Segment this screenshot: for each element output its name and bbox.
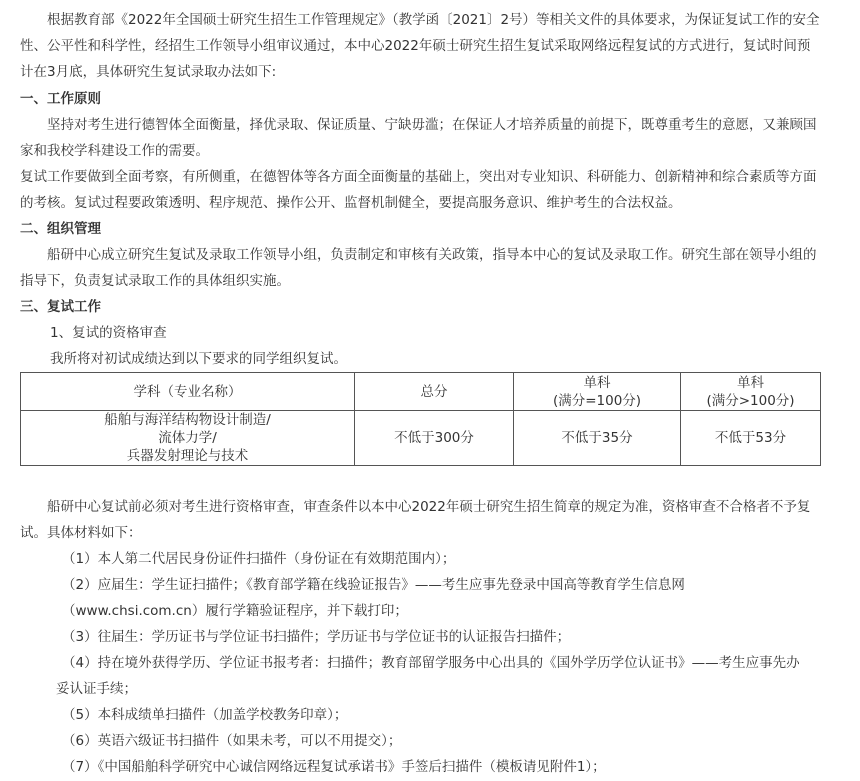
header-single-over-100-line2: (满分>100分) — [706, 392, 795, 409]
header-single-100-line1: 单科 — [583, 374, 611, 391]
subject-line-3: 兵器发射理论与技术 — [126, 448, 249, 464]
cell-total: 不低于300分 — [355, 411, 514, 466]
header-subject: 学科（专业名称） — [21, 373, 355, 411]
list-item: （2）应届生：学生证扫描件；《教育部学籍在线验证报告》——考生应事先登录中国高等教育学生信息网 — [62, 577, 685, 593]
list-item: （4）持在境外获得学历、学位证书报考者：扫描件；教育部留学服务中心出具的《国外学历学位认证书》——考生应事先办 — [62, 655, 800, 671]
list-item: （7）《中国船舶科学研究中心诚信网络远程复试承诺书》手签后扫描件（模板请见附件1）； — [62, 759, 606, 775]
header-single-over-100 — [681, 373, 821, 411]
cell-single-over-100: 不低于53分 — [681, 411, 821, 466]
table-row — [21, 411, 821, 466]
header-single-100 — [514, 373, 681, 411]
section-heading-organization: 二、组织管理 — [20, 221, 101, 237]
section-heading-retest: 三、复试工作 — [20, 299, 101, 315]
cell-single-100: 不低于35分 — [514, 411, 681, 466]
score-requirements-table — [20, 372, 821, 466]
principles-paragraph-2: 复试工作要做到全面考察，有所侧重，在德智体等各方面全面衡量的基础上，突出对专业知识、科研能力、创新精神和综合素质等方面的考核。复试过程要政策透明、程序规范、操作公开、监督机制健全，要提高服务意识、维护考生的合法权益。 — [20, 169, 817, 211]
list-item: （1）本人第二代居民身份证件扫描件（身份证在有效期范围内）； — [62, 551, 456, 567]
review-paragraph: 船研中心复试前必须对考生进行资格审查，审查条件以本中心2022年硕士研究生招生简章的规定为准，资格审查不合格者不予复试。具体材料如下： — [20, 499, 811, 541]
list-item-continuation: 妥认证手续； — [56, 681, 137, 697]
list-item: （3）往届生：学历证书与学位证书扫描件；学历证书与学位证书的认证报告扫描件； — [62, 629, 571, 645]
organization-paragraph: 船研中心成立研究生复试及录取工作领导小组，负责制定和审核有关政策，指导本中心的复试及录取工作。研究生部在领导小组的指导下，负责复试录取工作的具体组织实施。 — [20, 247, 817, 289]
subject-line-2: 流体力学/ — [158, 430, 217, 446]
subheading-qualification: 1、复试的资格审查 — [50, 325, 167, 341]
subject-line-1: 船舶与海洋结构物设计制造/ — [104, 412, 271, 428]
list-item: （6）英语六级证书扫描件（如果未考，可以不用提交）； — [62, 733, 402, 749]
intro-paragraph: 根据教育部《2022年全国硕士研究生招生工作管理规定》（教学函〔2021〕2号）等相关文件的具体要求，为保证复试工作的安全性、公平性和科学性，经招生工作领导小组审议通过，本中心2022年硕士研究生招生复试采取网络远程复试的方式进行，复试时间预计在3月底，具体研究生复试录取办法如下: — [20, 12, 820, 80]
section-heading-principles: 一、工作原则 — [20, 91, 101, 107]
list-item: （www.chsi.com.cn）履行学籍验证程序，并下载打印； — [62, 603, 408, 619]
list-item: （5）本科成绩单扫描件（加盖学校教务印章）； — [62, 707, 348, 723]
table-header-row — [21, 373, 821, 411]
header-single-100-line2: (满分=100分) — [552, 392, 642, 409]
header-total: 总分 — [355, 373, 514, 411]
cell-subject — [21, 411, 355, 466]
header-single-over-100-line1: 单科 — [737, 374, 764, 391]
requirements-intro: 我所将对初试成绩达到以下要求的同学组织复试。 — [50, 351, 347, 367]
principles-paragraph-1: 坚持对考生进行德智体全面衡量，择优录取、保证质量、宁缺毋滥；在保证人才培养质量的前提下，既尊重考生的意愿，又兼顾国家和我校学科建设工作的需要。 — [20, 117, 817, 159]
